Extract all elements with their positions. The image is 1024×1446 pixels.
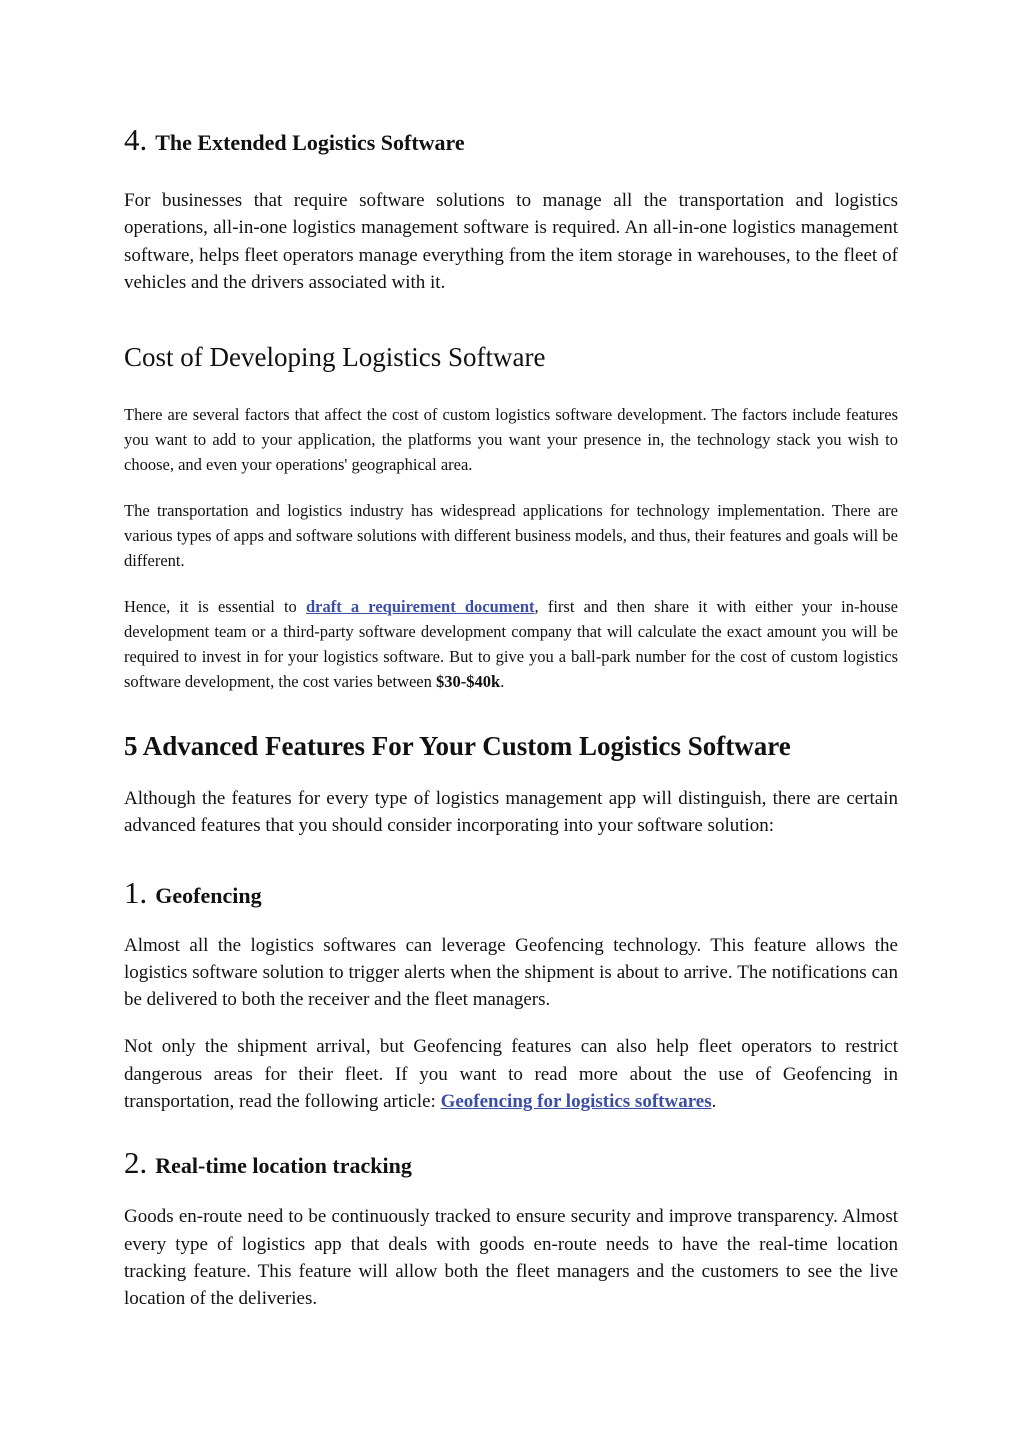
section-heading-extended-logistics [124,124,898,156]
section-title: The Extended Logistics Software [155,130,465,155]
section-heading-realtime-tracking [124,1147,898,1179]
text-fragment: Hence, it is essential to [124,596,306,616]
paragraph-cost-factors: There are several factors that affect the cost of custom logistics software development. The factors include features you want to add to your application, the platforms you want your presence in, the technology stack you wish to choose, and even your operations' geographical area. [124,404,898,474]
link-draft-requirement-document[interactable]: draft a requirement document [305,596,535,616]
section-number: 1. [124,874,148,910]
text-fragment: . [711,1091,717,1113]
section-title: Real-time location tracking [155,1153,412,1179]
section-number: 4. [124,122,148,157]
paragraph-cost-industry: The transportation and logistics industry has widespread applications for technology implementation. There are various types of apps and software solutions with different business models, and thus, their features and goals will be different. [124,500,898,570]
paragraph-cost-estimate [124,594,898,694]
paragraph-advanced-features: Although the features for every type of logistics management app will distinguish, there are certain advanced features that you should consider incorporating into your software solution: [124,787,898,837]
paragraph-geofencing-restrict [124,1033,898,1115]
link-geofencing-article[interactable]: Geofencing for logistics softwares [440,1091,712,1113]
paragraph-extended-logistics: For businesses that require software solutions to manage all the transportation and logistics operations, all-in-one logistics management software is required. An all-in-one logistics management software, helps fleet operators manage everything from the item storage in warehouses, to the fleet of vehicles and the drivers associated with it. [124,190,898,293]
section-number: 2. [124,1145,148,1181]
text-fragment: . [500,671,505,691]
paragraph-geofencing-alerts: Almost all the logistics softwares can leverage Geofencing technology. This feature allows the logistics software solution to trigger alerts when the shipment is about to arrive. The notifications can be delivered to both the receiver and the fleet managers. [124,934,898,1011]
text-fragment: Not only the shipment arrival, but Geofencing features can also help fleet operators to restrict dangerous areas for their fleet. If you want to read more about the use of Geofencing in transportation, read the following article: [124,1036,898,1113]
heading-advanced-features-text: 5 Advanced Features For Your Custom Logistics Software [124,730,791,761]
section-heading-geofencing [124,874,898,910]
heading-cost-of-developing: Cost of Developing Logistics Software [124,342,546,373]
cost-range-value: $30-$40k [436,671,501,691]
section-title: Geofencing [155,882,262,908]
text-fragment: , first and then share it with either your in-house development team or a third-party software development company that will calculate the exact amount you will be required to invest in for your logistics software. But to give you a ball-park number for the cost of custom logistics software development, the cost varies between [124,596,898,691]
paragraph-realtime-tracking: Goods en-route need to be continuously tracked to ensure security and improve transparency. Almost every type of logistics app that deals with goods en-route needs to have the real-time location tracking feature. This feature will allow both the fleet managers and the customers to see the live location of the deliveries. [124,1206,898,1310]
heading-advanced-features [124,730,898,762]
